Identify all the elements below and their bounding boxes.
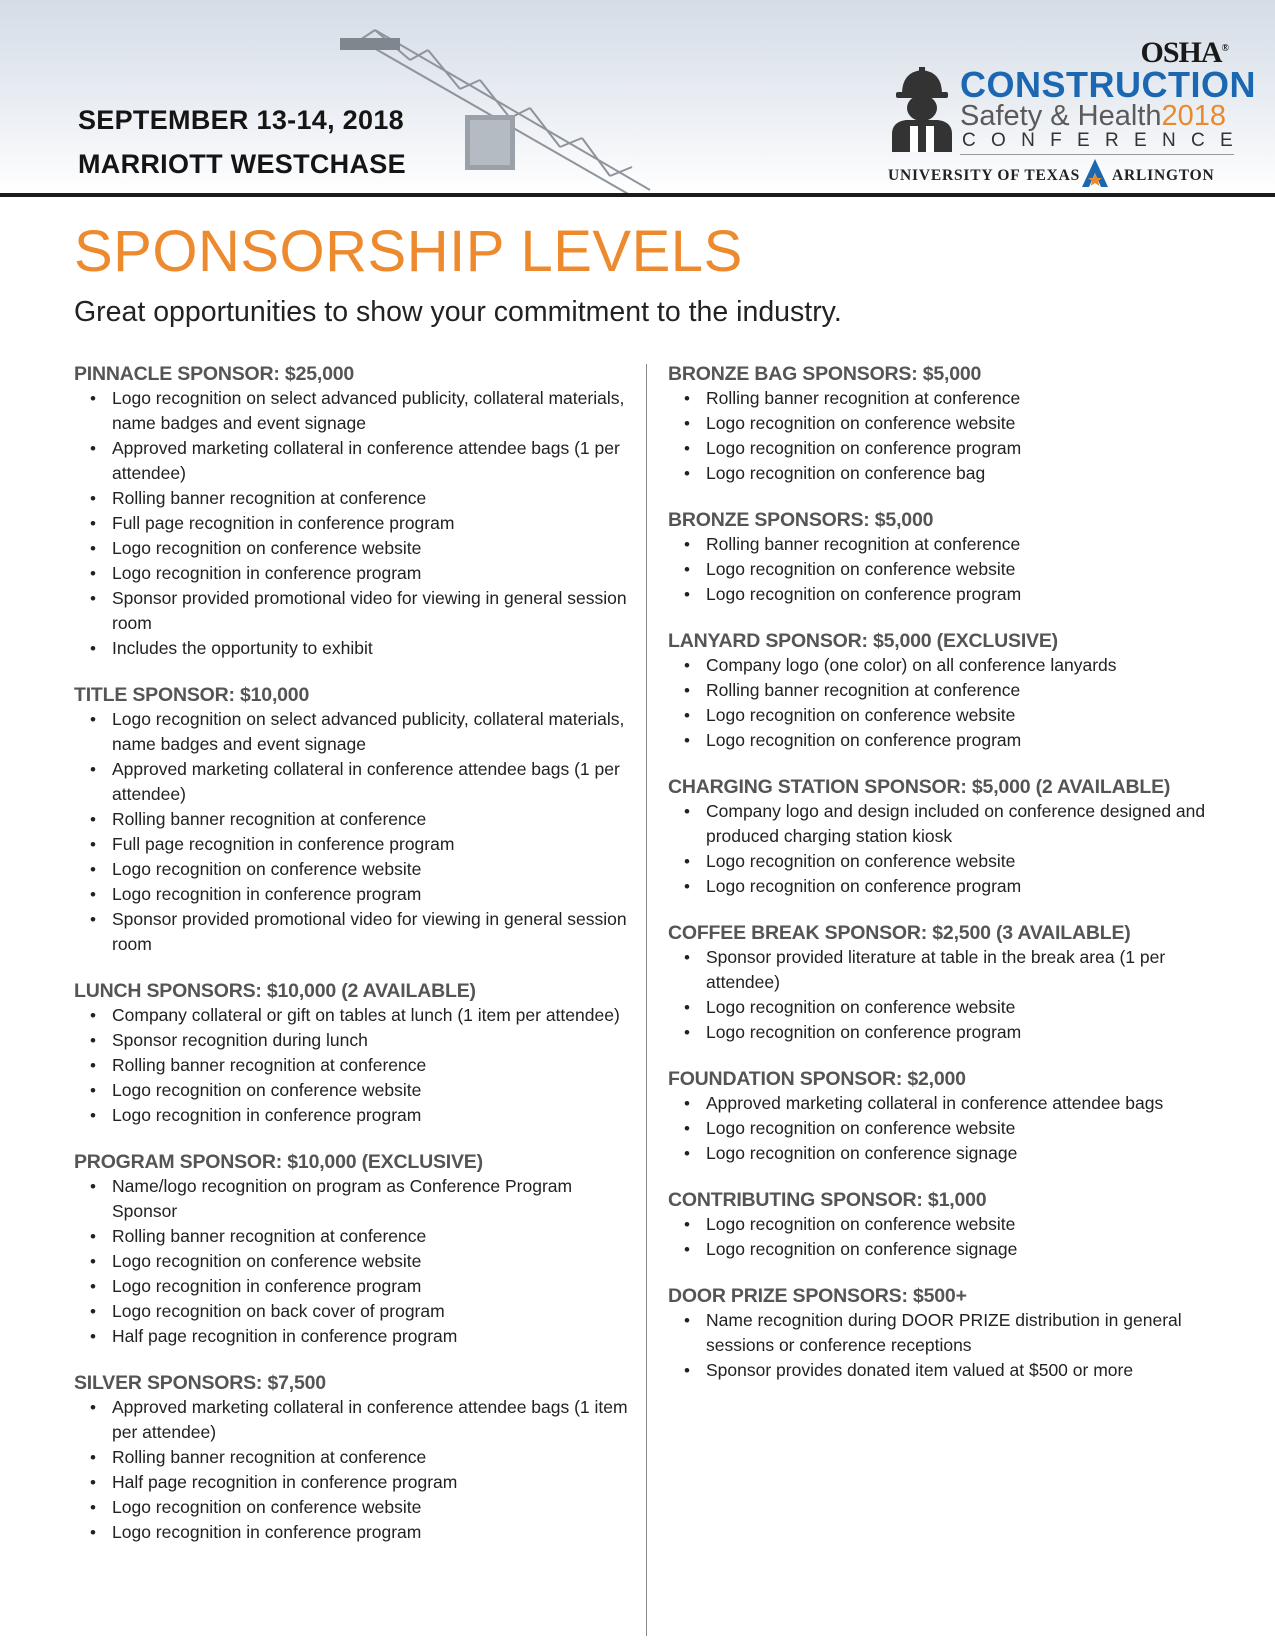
benefit-item: • Rolling banner recognition at conference (668, 678, 1228, 703)
benefit-item: • Logo recognition in conference program (74, 561, 634, 586)
sponsor-level-title: SILVER SPONSORS: $7,500 (74, 1372, 326, 1394)
sponsor-level-title: COFFEE BREAK SPONSOR: $2,500 (3 AVAILABLE) (668, 922, 1131, 944)
benefit-item: • Company collateral or gift on tables at lunch (1 item per attendee) (74, 1003, 634, 1028)
benefit-item: • Logo recognition on conference signage (668, 1141, 1228, 1166)
benefit-item: • Includes the opportunity to exhibit (74, 636, 634, 661)
benefit-item: • Name/logo recognition on program as Conference Program Sponsor (74, 1174, 634, 1224)
logo-safety-health: Safety & Health2018 (960, 100, 1227, 132)
benefit-item: • Logo recognition on conference website (668, 1116, 1228, 1141)
benefit-list (74, 386, 634, 661)
header-rule (0, 193, 1275, 197)
sponsor-level-title: CONTRIBUTING SPONSOR: $1,000 (668, 1189, 987, 1211)
benefit-list (668, 532, 1228, 607)
benefit-item: • Logo recognition on conference website (74, 1495, 634, 1520)
sponsor-level (668, 921, 1228, 1045)
benefit-item: • Logo recognition in conference program (74, 1520, 634, 1545)
sponsor-level (74, 1371, 634, 1545)
benefit-list (668, 386, 1228, 486)
ut-a-star-icon (1080, 158, 1110, 188)
benefit-item: • Logo recognition on conference website (668, 1212, 1228, 1237)
benefit-item: • Logo recognition in conference program (74, 1103, 634, 1128)
sponsor-level (668, 362, 1228, 486)
benefit-item: • Logo recognition in conference program (74, 1274, 634, 1299)
benefit-item: • Logo recognition on select advanced publicity, collateral materials, name badges and event signage (74, 386, 634, 436)
benefit-list (668, 1212, 1228, 1262)
benefit-item: • Logo recognition on conference website (668, 995, 1228, 1020)
benefit-list (74, 1395, 634, 1545)
benefit-list (74, 707, 634, 957)
sponsor-level (74, 683, 634, 957)
benefit-list (668, 799, 1228, 899)
benefit-item: • Rolling banner recognition at conference (668, 532, 1228, 557)
sponsor-level-title: CHARGING STATION SPONSOR: $5,000 (2 AVAILABLE) (668, 776, 1171, 798)
benefit-item: • Company logo (one color) on all conference lanyards (668, 653, 1228, 678)
benefit-item: • Logo recognition on conference program (668, 582, 1228, 607)
left-column (74, 362, 634, 1567)
logo-year: 2018 (1161, 100, 1227, 132)
benefit-item: • Rolling banner recognition at conference (74, 1224, 634, 1249)
benefit-list (74, 1174, 634, 1349)
benefit-item: • Logo recognition on conference program (668, 1020, 1228, 1045)
event-dates (78, 98, 406, 186)
benefit-item: • Logo recognition on conference website (668, 557, 1228, 582)
university-name: UNIVERSITY OF TEXAS (888, 167, 1081, 184)
sponsor-level-title: LANYARD SPONSOR: $5,000 (EXCLUSIVE) (668, 630, 1058, 652)
page-subtitle: Great opportunities to show your commitment to the industry. (74, 296, 842, 328)
osha-wordmark: OSHA® (1140, 36, 1228, 69)
benefit-item: • Approved marketing collateral in conference attendee bags (1 item per attendee) (74, 1395, 634, 1445)
sponsor-level (668, 508, 1228, 607)
benefit-item: • Approved marketing collateral in conference attendee bags (1 per attendee) (74, 757, 634, 807)
sponsor-level-title: LUNCH SPONSORS: $10,000 (2 AVAILABLE) (74, 980, 476, 1002)
benefit-item: • Logo recognition on conference signage (668, 1237, 1228, 1262)
benefit-item: • Logo recognition on conference website (74, 1249, 634, 1274)
benefit-item: • Half page recognition in conference program (74, 1324, 634, 1349)
column-divider (646, 364, 647, 1636)
sponsor-level-title: PINNACLE SPONSOR: $25,000 (74, 363, 355, 385)
benefit-item: • Logo recognition on conference website (74, 1078, 634, 1103)
benefit-item: • Logo recognition on conference bag (668, 461, 1228, 486)
benefit-item: • Sponsor provided literature at table in the break area (1 per attendee) (668, 945, 1228, 995)
benefit-item: • Approved marketing collateral in conference attendee bags (1 per attendee) (74, 436, 634, 486)
sponsor-level-title: FOUNDATION SPONSOR: $2,000 (668, 1068, 966, 1090)
benefit-item: • Logo recognition on conference program (668, 728, 1228, 753)
benefit-item: • Logo recognition on conference website (74, 536, 634, 561)
sponsor-level-title: DOOR PRIZE SPONSORS: $500+ (668, 1285, 967, 1307)
benefit-item: • Logo recognition on conference website (668, 703, 1228, 728)
benefit-item: • Rolling banner recognition at conference (74, 1053, 634, 1078)
benefit-item: • Sponsor provided promotional video for viewing in general session room (74, 586, 634, 636)
benefit-list (668, 653, 1228, 753)
sponsor-level-title: TITLE SPONSOR: $10,000 (74, 684, 310, 706)
benefit-item: • Company logo and design included on conference designed and produced charging station kiosk (668, 799, 1228, 849)
sponsor-level-title: BRONZE BAG SPONSORS: $5,000 (668, 363, 982, 385)
benefit-item: • Logo recognition on conference program (668, 874, 1228, 899)
sponsor-level-title: BRONZE SPONSORS: $5,000 (668, 509, 934, 531)
page-title: SPONSORSHIP LEVELS (74, 219, 743, 284)
benefit-item: • Half page recognition in conference program (74, 1470, 634, 1495)
benefit-item: • Logo recognition on select advanced publicity, collateral materials, name badges and event signage (74, 707, 634, 757)
benefit-item: • Sponsor provides donated item valued at $500 or more (668, 1358, 1228, 1383)
benefit-item: • Logo recognition on conference website (74, 857, 634, 882)
sponsor-level (668, 775, 1228, 899)
benefit-item: • Logo recognition on conference program (668, 436, 1228, 461)
benefit-item: • Logo recognition on conference website (668, 411, 1228, 436)
university-wordmark (888, 158, 1234, 190)
conference-logo (880, 34, 1256, 189)
benefit-item: • Full page recognition in conference program (74, 511, 634, 536)
sponsor-level (668, 629, 1228, 753)
benefit-list (668, 1308, 1228, 1383)
university-campus: ARLINGTON (1112, 167, 1215, 184)
benefit-item: • Logo recognition on conference website (668, 849, 1228, 874)
benefit-list (74, 1003, 634, 1128)
benefit-item: • Rolling banner recognition at conference (74, 807, 634, 832)
benefit-item: • Rolling banner recognition at conference (74, 486, 634, 511)
event-venue: MARRIOTT WESTCHASE (78, 149, 406, 179)
header-banner (0, 0, 1275, 193)
logo-construction: CONSTRUCTION (960, 64, 1256, 105)
benefit-list (668, 945, 1228, 1045)
benefit-item: • Logo recognition in conference program (74, 882, 634, 907)
logo-conference: CONFERENCE (962, 130, 1249, 151)
benefit-item: • Full page recognition in conference program (74, 832, 634, 857)
benefit-item: • Name recognition during DOOR PRIZE distribution in general sessions or conference receptions (668, 1308, 1228, 1358)
construction-worker-icon (888, 64, 956, 152)
benefit-item: • Approved marketing collateral in conference attendee bags (668, 1091, 1228, 1116)
sponsor-level (668, 1284, 1228, 1383)
right-column (668, 362, 1228, 1405)
benefit-item: • Rolling banner recognition at conference (668, 386, 1228, 411)
event-date: SEPTEMBER 13-14, 2018 (78, 105, 404, 135)
sponsor-level-title: PROGRAM SPONSOR: $10,000 (EXCLUSIVE) (74, 1151, 483, 1173)
sponsor-level (74, 362, 634, 661)
sponsor-level (74, 979, 634, 1128)
benefit-list (668, 1091, 1228, 1166)
sponsor-level (668, 1067, 1228, 1166)
benefit-item: • Sponsor provided promotional video for viewing in general session room (74, 907, 634, 957)
benefit-item: • Logo recognition on back cover of program (74, 1299, 634, 1324)
benefit-item: • Rolling banner recognition at conference (74, 1445, 634, 1470)
sponsor-level (74, 1150, 634, 1349)
logo-divider (960, 154, 1234, 155)
benefit-item: • Sponsor recognition during lunch (74, 1028, 634, 1053)
sponsor-level (668, 1188, 1228, 1262)
